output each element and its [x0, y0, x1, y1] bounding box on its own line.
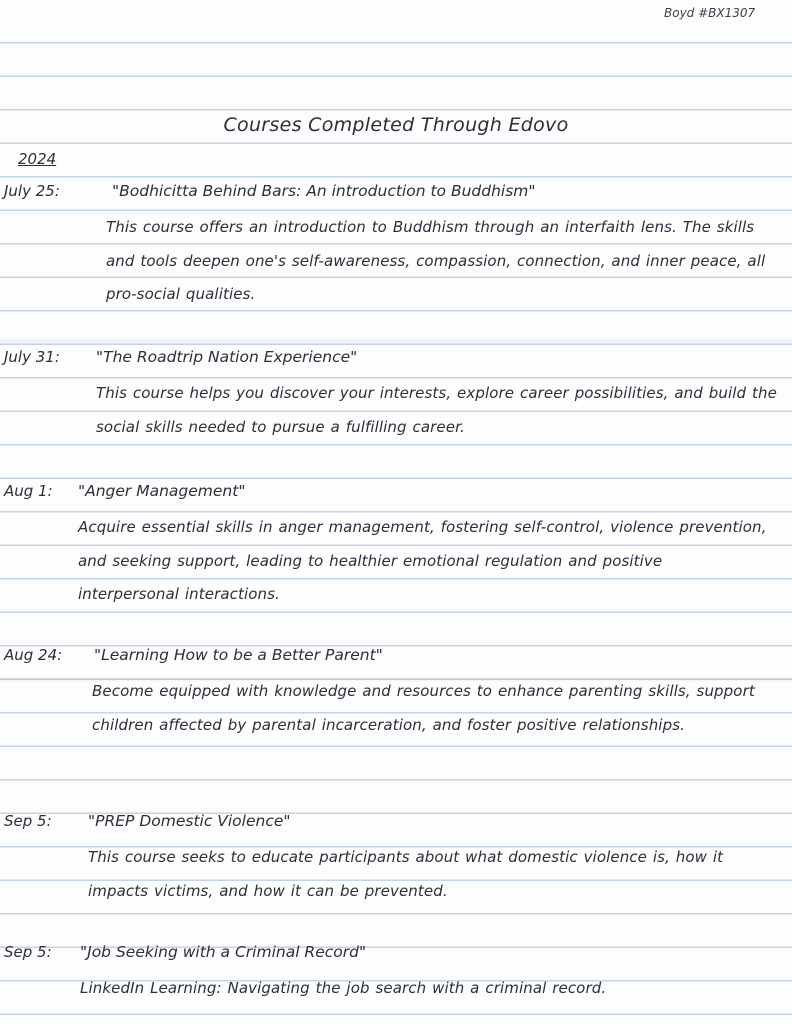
- paper-fold-line: [0, 338, 792, 344]
- course-date: Aug 1:: [4, 482, 53, 500]
- course-date: Sep 5:: [4, 943, 52, 961]
- course-description: This course offers an introduction to Buddhism through an interfaith lens. The skills and tools deepen one's self-awareness, compassion, connection, and inner peace, all pro-social qualities.: [106, 218, 766, 303]
- course-description: Acquire essential skills in anger management, fostering self-control, violence prevention, and seeking support, leading to healthier emotional regulation and positive interpersonal interactions.: [78, 518, 767, 603]
- course-description: This course seeks to educate participants about what domestic violence is, how it impacts victims, and how it can be prevented.: [88, 848, 724, 900]
- inmate-id-note: Boyd #BX1307: [664, 6, 756, 20]
- course-title: "The Roadtrip Nation Experience": [96, 348, 358, 366]
- course-description: Become equipped with knowledge and resources to enhance parenting skills, support children affected by parental incarceration, and foster positive relationships.: [92, 682, 755, 734]
- course-date: July 25:: [4, 182, 60, 200]
- course-date: Aug 24:: [4, 646, 63, 664]
- course-date: Sep 5:: [4, 812, 52, 830]
- course-title: "Anger Management": [78, 482, 246, 500]
- course-date: July 31:: [4, 348, 60, 366]
- course-description: This course helps you discover your interests, explore career possibilities, and build the social skills needed to pursue a fulfilling career.: [96, 384, 777, 436]
- course-title: "Bodhicitta Behind Bars: An introduction to Buddhism": [112, 182, 536, 200]
- page-title: Courses Completed Through Edovo: [223, 114, 569, 136]
- course-title: "PREP Domestic Violence": [88, 812, 291, 830]
- year-heading: 2024: [18, 150, 57, 168]
- course-title: "Job Seeking with a Criminal Record": [80, 943, 367, 961]
- course-title: "Learning How to be a Better Parent": [94, 646, 383, 664]
- course-description: LinkedIn Learning: Navigating the job search with a criminal record.: [80, 979, 607, 997]
